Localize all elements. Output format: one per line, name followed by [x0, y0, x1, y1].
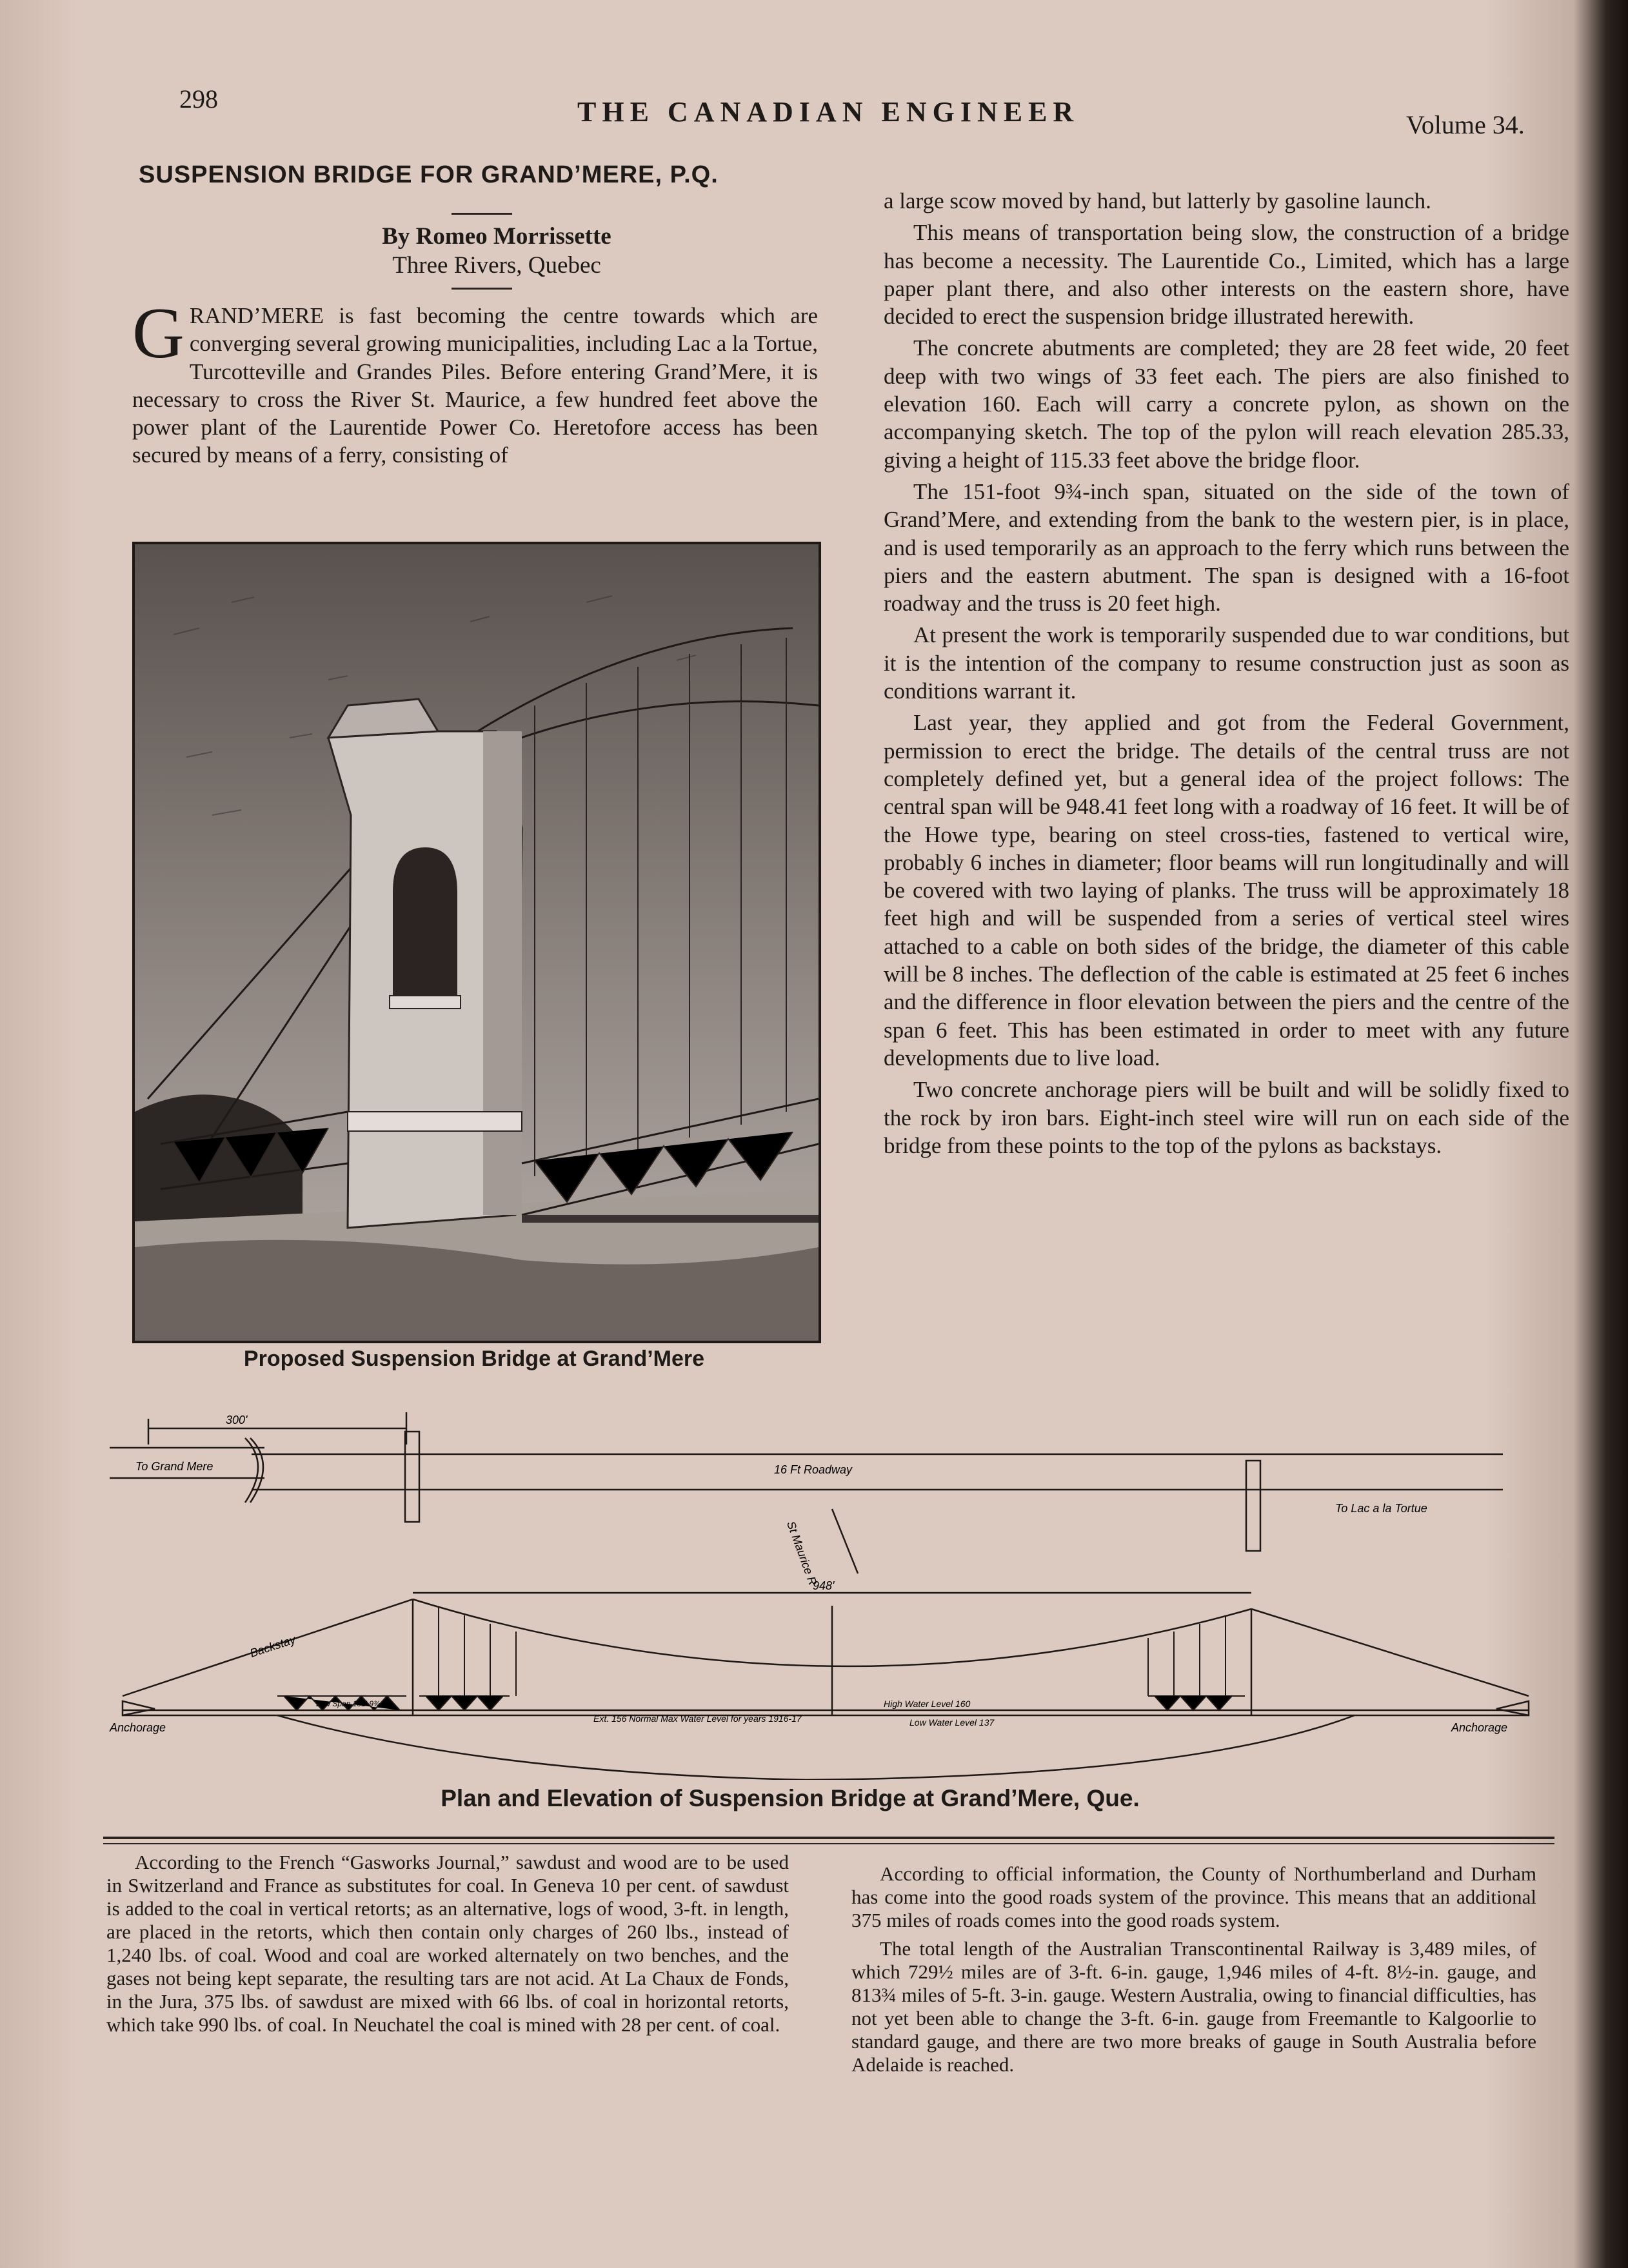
to-lac-label: To Lac a la Tortue — [1335, 1502, 1427, 1515]
note-paragraph: According to official information, the County of Northumberland and Durham has come into the good roads system of the province. This means that an additional 375 miles of roads comes into the good roads system. — [851, 1862, 1536, 1931]
section-divider-top — [103, 1837, 1554, 1839]
note-paragraph: The total length of the Australian Transcontinental Railway is 3,489 miles, of which 729½ miles are of 3-ft. 6-in. gauge, 1,946 miles of 4-ft. 8½-in. gauge, and 813¾ miles of 5-ft. 3-in. gauge. Western Australia, owing to financial difficulties, has not yet been able to change the 3-ft. 6-in. gauge from Freemantle to Kalgoorlie to standard gauge, and there are two more breaks of gauge in South Australia before Adelaide is reached. — [851, 1937, 1536, 2076]
volume-label: Volume 34. — [1406, 110, 1525, 139]
paragraph: Two concrete anchorage piers will be built and will be solidly fixed to the rock by iron bars. Eight-inch steel wire will run on each side of the bridge from these points to the top of the pylons as backstays. — [884, 1077, 1569, 1158]
low-span-label: Low Span 151' 9¾ — [316, 1699, 381, 1708]
plan-elevation-drawing — [97, 1393, 1548, 1780]
backstay-label: Backstay — [248, 1633, 297, 1660]
roadway-label: 16 Ft Roadway — [774, 1463, 853, 1476]
photo-caption: Proposed Suspension Bridge at Grand’Mere — [243, 1346, 705, 1371]
paragraph: The concrete abutments are completed; they are 28 feet wide, 20 feet deep with two wings of 33 feet each. The piers are also finished to elevation 160. Each will carry a concrete pylon, as shown on the accompanying sketch. The top of the pylon will reach elevation 285.33, giving a height of 115.33 feet above the bridge floor. — [884, 335, 1569, 473]
section-divider-bottom — [103, 1843, 1554, 1844]
anchorage-left-label: Anchorage — [110, 1721, 166, 1734]
bridge-photo-illustration — [135, 544, 819, 1341]
note-sawdust — [106, 1851, 789, 2036]
bridge-drawing — [97, 1393, 1548, 1780]
high-water-label: High Water Level 160 — [884, 1699, 971, 1709]
anchorage-right-label: Anchorage — [1451, 1721, 1508, 1734]
paragraph: At present the work is temporarily suspended due to war conditions, but it is the intention of the company to resume construction just as soon as conditions warrant it. — [884, 622, 1569, 704]
bridge-photo — [132, 542, 821, 1343]
byline: By Romeo Morrissette — [382, 223, 611, 250]
paragraph-continuation: a large scow moved by hand, but latterly by gasoline launch. — [884, 188, 1431, 213]
drawing-caption: Plan and Elevation of Suspension Bridge at Grand’Mere, Que. — [441, 1785, 1140, 1811]
dim-label: 300' — [226, 1414, 248, 1426]
article-title: SUSPENSION BRIDGE FOR GRAND’MERE, P.Q. — [139, 161, 719, 188]
byline-divider — [452, 288, 512, 290]
drop-cap: G — [132, 293, 184, 373]
low-water-label: Low Water Level 137 — [909, 1717, 995, 1728]
paragraph: Last year, they applied and got from the Federal Government, permission to erect the bridge. The details of the central truss are not completely defined yet, but a general idea of the project follows: The central span will be 948.41 feet long with a roadway of 16 feet. It will be of the Howe type, bearing on steel cross-ties, fastened to vertical wire, probably 6 inches in diameter; floor beams will run longitudinally and will be covered with two laying of planks. The truss will be approximately 18 feet high and will be suspended from a series of vertical steel wires attached to a cable on both sides of the bridge, the diameter of this cable will be 8 inches. The deflection of the cable is estimated at 25 feet 6 inches and the difference in floor elevation between the piers and the centre of the span 6 feet. This has been estimated in order to meet with any future developments due to live load. — [884, 710, 1569, 1070]
river-label: St Maurice R — [784, 1519, 820, 1587]
intro-text: RAND’MERE is fast becoming the centre towards which are converging several growing municipalities, including Lac a la Tortue, Turcotteville and Grandes Piles. Before entering Grand’Mere, it is necessary to cross the River St. Maurice, a few hundred feet above the power plant of the Laurentide Power Co. Heretofore access has been secured by means of a ferry, consisting of — [132, 303, 818, 468]
note-paragraph: According to the French “Gasworks Journal,” sawdust and wood are to be used in Switzerland and France as substitutes for coal. In Geneva 10 per cent. of sawdust is added to the coal in vertical retorts; as an alternative, logs of wood, 3-ft. in length, are placed in the retorts, which then contain only charges of 260 lbs., instead of 1,240 lbs. of coal. Wood and coal are worked alternately on two benches, and the gases not being kept separate, the resulting tars are not acid. At La Chaux de Fonds, in the Jura, 375 lbs. of sawdust are mixed with 66 lbs. of coal in horizontal retorts, which take 990 lbs. of coal. In Neuchatel the coal is mined with 28 per cent. of coal. — [106, 1851, 789, 2036]
note-roads-railway — [851, 1862, 1536, 2076]
article-intro — [132, 293, 818, 469]
to-grand-mere-label: To Grand Mere — [135, 1460, 213, 1473]
title-divider — [452, 213, 512, 215]
byline-location: Three Rivers, Quebec — [392, 252, 601, 279]
page-number: 298 — [179, 84, 218, 113]
article-column-2 — [884, 187, 1569, 1163]
journal-title: THE CANADIAN ENGINEER — [577, 96, 1080, 128]
paragraph: The 151-foot 9¾-inch span, situated on the side of the town of Grand’Mere, and extending from the bank to the western pier, is in place, and is used temporarily as an approach to the ferry which runs between the piers and the eastern abutment. The span is designed with a 16-foot roadway and the truss is 20 feet high. — [884, 478, 1569, 616]
span-label: 948' — [813, 1579, 835, 1592]
extreme-water-label: Ext. 156 Normal Max Water Level for years 1916-17 — [593, 1713, 802, 1724]
paragraph: This means of transportation being slow, the construction of a bridge has become a necessity. The Laurentide Co., Limited, which has a large paper plant there, and also other interests on the eastern shore, have decided to erect the suspension bridge illustrated herewith. — [884, 220, 1569, 330]
